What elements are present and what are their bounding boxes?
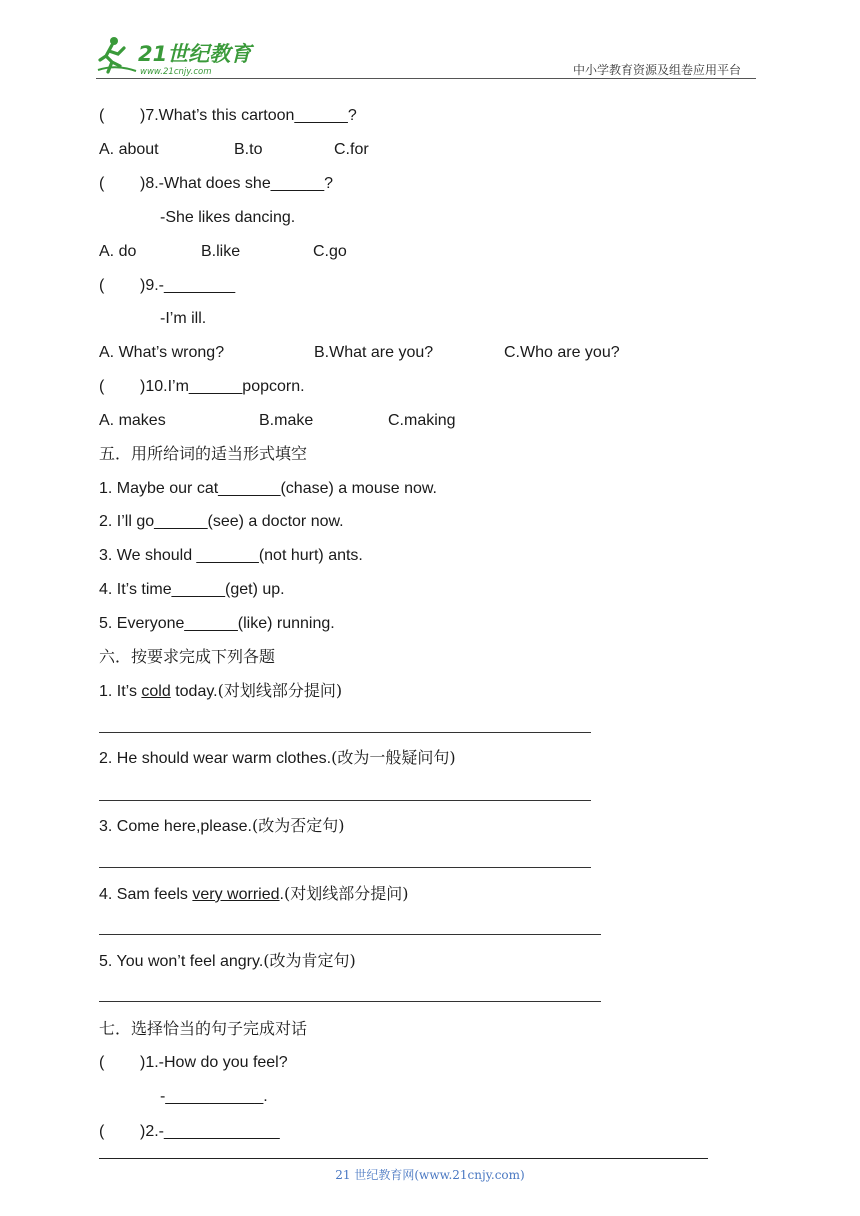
list-item: 2. I’ll go______(see) a doctor now.: [99, 513, 344, 530]
answer-paren: (: [99, 175, 105, 192]
dialogue-reply: -She likes dancing.: [160, 209, 296, 226]
section-title: 七．选择恰当的句子完成对话: [99, 1019, 308, 1038]
answer-paren: (: [99, 1054, 105, 1071]
instruction-text: (改为一般疑问句): [331, 748, 456, 767]
header-rule: [96, 78, 756, 79]
rewrite-question: [99, 951, 356, 972]
site-logo: [96, 34, 266, 78]
list-item: 5. Everyone______(like) running.: [99, 615, 335, 632]
question-stem: )2.-_____________: [140, 1123, 280, 1140]
question-text: 5. You won’t feel angry.: [99, 953, 264, 970]
question-text: today.: [170, 683, 218, 700]
option-a: A. about: [99, 141, 159, 158]
footer-rule: [99, 1158, 708, 1159]
list-item: 1. Maybe our cat_______(chase) a mouse now.: [99, 480, 437, 497]
answer-line: [99, 732, 591, 733]
answer-line: [99, 867, 591, 868]
answer-line: [99, 800, 591, 801]
underlined-text: cold: [141, 683, 171, 700]
answer-paren: (: [99, 277, 105, 294]
option-b: B.make: [259, 412, 314, 429]
option-a: A. do: [99, 243, 137, 260]
rewrite-question: [99, 681, 342, 702]
section-title: 五．用所给词的适当形式填空: [99, 444, 308, 463]
dialogue-reply: -___________.: [160, 1088, 268, 1105]
answer-paren: (: [99, 107, 105, 124]
answer-line: [99, 934, 601, 935]
question-stem: )9.-________: [140, 277, 236, 294]
answer-paren: (: [99, 1123, 105, 1140]
logo-url: www.21cnjy.com: [140, 67, 212, 77]
question-stem: )10.I’m______popcorn.: [140, 378, 305, 395]
option-b: B.to: [234, 141, 263, 158]
question-stem: )8.-What does she______?: [140, 175, 334, 192]
question-text: 1. It’s: [99, 683, 142, 700]
instruction-text: (改为肯定句): [263, 951, 356, 970]
question-text: 2. He should wear warm clothes.: [99, 750, 332, 767]
option-c: C.for: [334, 141, 369, 158]
instruction-text: (对划线部分提问): [217, 681, 343, 700]
rewrite-question: [99, 748, 456, 769]
question-stem: )7.What’s this cartoon______?: [140, 107, 357, 124]
platform-name: 中小学教育资源及组卷应用平台: [573, 63, 742, 77]
option-b: B.What are you?: [314, 344, 434, 361]
list-item: 4. It’s time______(get) up.: [99, 581, 285, 598]
question-text: 4. Sam feels: [99, 886, 193, 903]
option-c: C.Who are you?: [504, 344, 620, 361]
answer-line: [99, 1001, 601, 1002]
footer-text: 21 世纪教育网(www.21cnjy.com): [335, 1168, 525, 1182]
instruction-text: (对划线部分提问): [283, 884, 409, 903]
option-a: A. makes: [99, 412, 166, 429]
option-c: C.go: [313, 243, 347, 260]
dialogue-reply: -I’m ill.: [160, 310, 207, 327]
rewrite-question: [99, 816, 344, 837]
list-item: 3. We should _______(not hurt) ants.: [99, 547, 363, 564]
option-b: B.like: [201, 243, 241, 260]
section-title: 六．按要求完成下列各题: [99, 647, 276, 666]
rewrite-question: [99, 884, 408, 905]
option-a: A. What’s wrong?: [99, 344, 225, 361]
underlined-text: very worried: [192, 886, 280, 903]
question-text: .: [279, 886, 284, 903]
logo-text: 21世纪教育: [138, 42, 252, 66]
answer-paren: (: [99, 378, 105, 395]
instruction-text: (改为否定句): [251, 816, 345, 835]
question-text: 3. Come here,please.: [99, 818, 252, 835]
question-stem: )1.-How do you feel?: [140, 1054, 288, 1071]
option-c: C.making: [388, 412, 456, 429]
runner-icon: [98, 37, 136, 72]
